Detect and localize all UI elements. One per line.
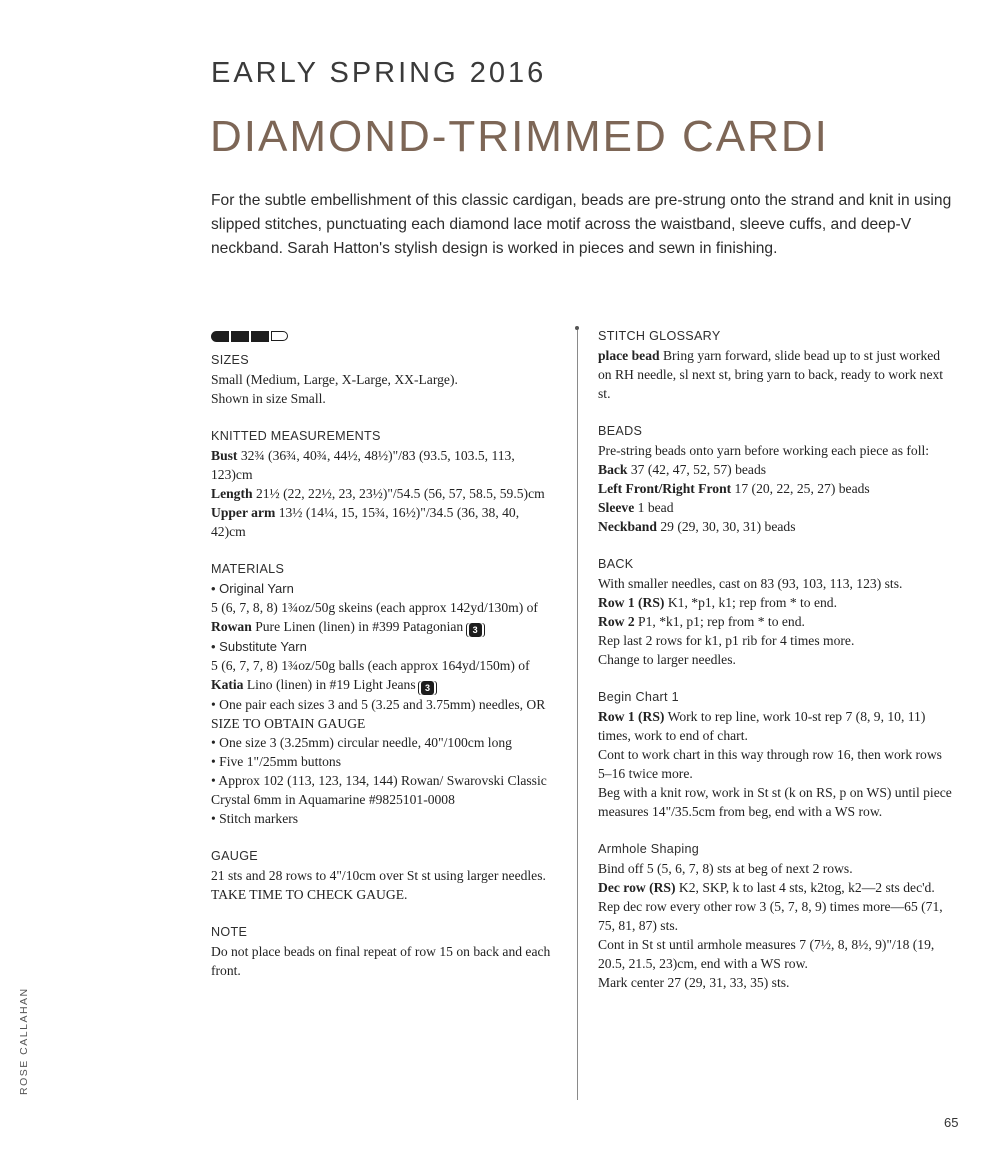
material-item: • Stitch markers	[211, 811, 299, 826]
bust-measurement: Bust 32¾ (36¾, 40¾, 44½, 48½)"/83 (93.5, 103.5, 113, 123)cm	[211, 448, 515, 482]
original-yarn-label: • Original Yarn	[211, 581, 294, 596]
place-bead-definition: place bead Bring yarn forward, slide bead up to st just worked on RH needle, sl next st, bring yarn to back, ready to work next st.	[598, 348, 944, 401]
gauge-line-2: TAKE TIME TO CHECK GAUGE.	[211, 887, 408, 902]
material-item: • One size 3 (3.25mm) circular needle, 40"/100cm long	[211, 735, 512, 750]
armhole-cont: Cont in St st until armhole measures 7 (7½, 8, 8½, 9)"/18 (19, 20.5, 21.5, 23)cm, end with a WS row.	[598, 937, 935, 971]
gauge-section	[211, 847, 556, 904]
substitute-yarn-text: 5 (6, 7, 7, 8) 1¾oz/50g balls (each approx 164yd/150m) of Katia Lino (linen) in #19 Light Jeans 3	[211, 658, 530, 693]
beads-heading: BEADS	[598, 424, 643, 438]
armhole-heading: Armhole Shaping	[598, 842, 700, 856]
yarn-weight-icon: 3	[421, 681, 434, 695]
beads-intro: Pre-string beads onto yarn before working each piece as foll:	[598, 443, 930, 458]
left-column	[211, 331, 556, 999]
beads-section	[598, 422, 953, 536]
length-measurement: Length 21½ (22, 22½, 23, 23½)"/54.5 (56, 57, 58.5, 59.5)cm	[211, 486, 545, 501]
back-section	[598, 555, 953, 669]
chart-cont: Cont to work chart in this way through row 16, then work rows 5–16 twice more.	[598, 747, 942, 781]
original-yarn-text: 5 (6, 7, 8, 8) 1¾oz/50g skeins (each approx 142yd/130m) of Rowan Pure Linen (linen) in #399 Patagonian 3	[211, 600, 538, 635]
armhole-mark: Mark center 27 (29, 31, 33, 35) sts.	[598, 975, 790, 990]
sizes-line-1: Small (Medium, Large, X-Large, XX-Large).	[211, 372, 458, 387]
back-row-2: Row 2 P1, *k1, p1; rep from * to end.	[598, 614, 805, 629]
gauge-heading: GAUGE	[211, 849, 258, 863]
beads-sleeve: Sleeve 1 bead	[598, 500, 674, 515]
materials-heading: MATERIALS	[211, 562, 285, 576]
season-heading: EARLY SPRING 2016	[211, 57, 547, 89]
yarn-weight-icon: 3	[469, 623, 482, 637]
beads-neckband: Neckband 29 (29, 30, 30, 31) beads	[598, 519, 796, 534]
chart-section	[598, 688, 953, 821]
materials-section	[211, 560, 556, 828]
glossary-heading: STITCH GLOSSARY	[598, 329, 721, 343]
note-heading: NOTE	[211, 925, 248, 939]
armhole-rep: Rep dec row every other row 3 (5, 7, 8, 9) times more—65 (71, 75, 81, 87) sts.	[598, 899, 943, 933]
intro-paragraph: For the subtle embellishment of this classic cardigan, beads are pre-strung onto the strand and knit in using slipped stitches, punctuating each diamond lace motif across the waistband, sleeve cuffs, and deep-V neckband. Sarah Hatton's stylish design is worked in pieces and sewn in finishing.	[211, 192, 952, 257]
material-item: • Approx 102 (113, 123, 134, 144) Rowan/ Swarovski Classic Crystal 6mm in Aquamarine #9825101-0008	[211, 773, 547, 807]
sizes-heading: SIZES	[211, 353, 249, 367]
glossary-section	[598, 327, 953, 403]
back-cast-on: With smaller needles, cast on 83 (93, 103, 113, 123) sts.	[598, 576, 903, 591]
gauge-line-1: 21 sts and 28 rows to 4"/10cm over St st using larger needles.	[211, 868, 546, 883]
back-heading: BACK	[598, 557, 634, 571]
measurements-section	[211, 427, 556, 541]
sizes-line-2: Shown in size Small.	[211, 391, 326, 406]
back-row-1: Row 1 (RS) K1, *p1, k1; rep from * to end.	[598, 595, 838, 610]
right-column	[598, 327, 953, 1011]
column-divider	[577, 330, 578, 1100]
back-rep: Rep last 2 rows for k1, p1 rib for 4 times more.	[598, 633, 855, 648]
beads-back: Back 37 (42, 47, 52, 57) beads	[598, 462, 767, 477]
chart-heading: Begin Chart 1	[598, 690, 679, 704]
page-number: 65	[944, 1115, 959, 1130]
substitute-yarn-label: • Substitute Yarn	[211, 639, 307, 654]
skill-level-icon	[211, 331, 556, 345]
armhole-section	[598, 840, 953, 992]
pattern-title: DIAMOND-TRIMMED CARDI	[210, 112, 829, 161]
armhole-dec-row: Dec row (RS) K2, SKP, k to last 4 sts, k2tog, k2—2 sts dec'd.	[598, 880, 935, 895]
upper-arm-measurement: Upper arm 13½ (14¼, 15, 15¾, 16½)"/34.5 (36, 38, 40, 42)cm	[211, 505, 520, 539]
photo-credit: ROSE CALLAHAN	[18, 987, 30, 1095]
beads-front: Left Front/Right Front 17 (20, 22, 25, 27) beads	[598, 481, 870, 496]
armhole-bind-off: Bind off 5 (5, 6, 7, 8) sts at beg of next 2 rows.	[598, 861, 853, 876]
back-change: Change to larger needles.	[598, 652, 736, 667]
chart-row-1: Row 1 (RS) Work to rep line, work 10-st rep 7 (8, 9, 10, 11) times, work to end of chart.	[598, 709, 926, 743]
measurements-heading: KNITTED MEASUREMENTS	[211, 429, 381, 443]
sizes-section	[211, 351, 556, 408]
note-text: Do not place beads on final repeat of row 15 on back and each front.	[211, 944, 551, 978]
material-item: • Five 1"/25mm buttons	[211, 754, 342, 769]
chart-beg: Beg with a knit row, work in St st (k on RS, p on WS) until piece measures 14"/35.5cm from beg, end with a WS row.	[598, 785, 952, 819]
material-item: • One pair each sizes 3 and 5 (3.25 and 3.75mm) needles, OR SIZE TO OBTAIN GAUGE	[211, 697, 546, 731]
note-section	[211, 923, 556, 980]
